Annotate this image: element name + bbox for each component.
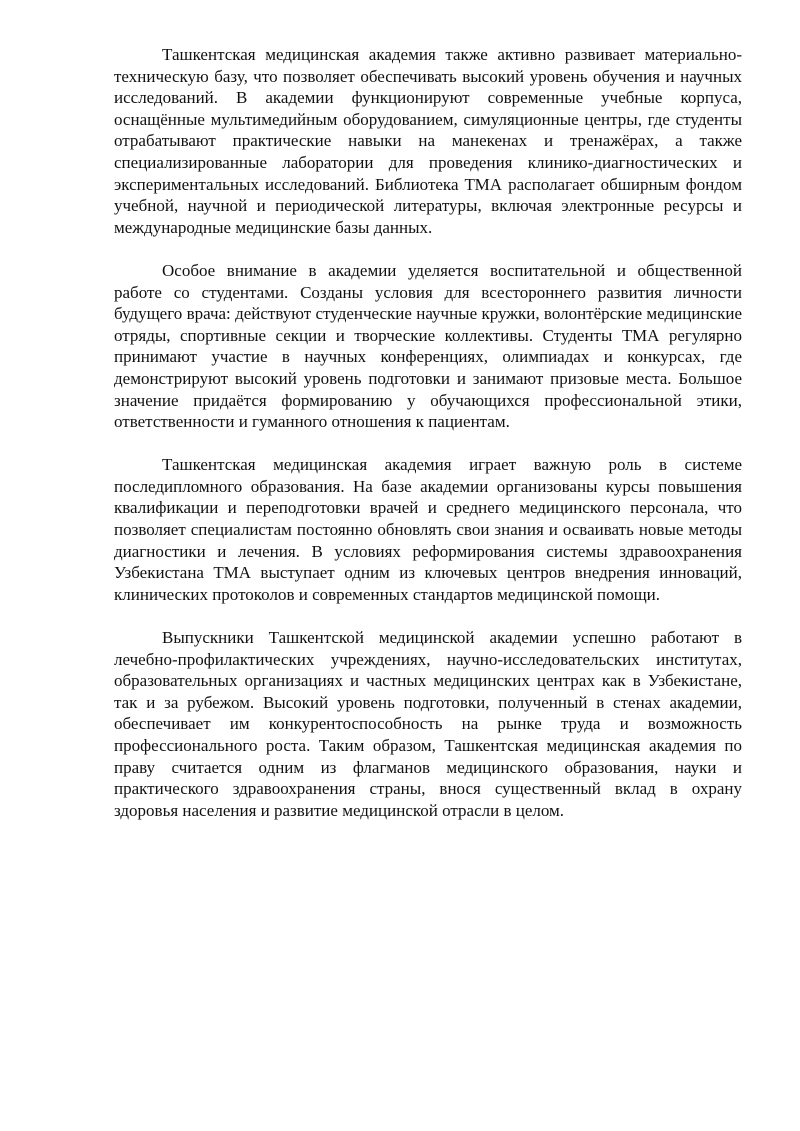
paragraph-material-base: Ташкентская медицинская академия также активно развивает материально-техническую базу, что позволяет обеспечивать высокий уровень обучения и научных исследований. В академии функционируют современные учебные корпуса, оснащённые мультимедийным оборудованием, симуляционные центры, где студенты отрабатывают практические навыки на манекенах и тренажёрах, а также специализированные лаборатории для проведения клинико-диагностических и экспериментальных исследований. Библиотека ТМА располагает обширным фондом учебной, научной и периодической литературы, включая электронные ресурсы и международные медицинские базы данных. [114,45,742,237]
paragraph-postgraduate-education: Ташкентская медицинская академия играет важную роль в системе последипломного образования. На базе академии организованы курсы повышения квалификации и переподготовки врачей и среднего медицинского персонала, что позволяет специалистам постоянно обновлять свои знания и осваивать новые методы диагностики и лечения. В условиях реформирования системы здравоохранения Узбекистана ТМА выступает одним из ключевых центров внедрения инноваций, клинических протоколов и современных стандартов медицинской помощи. [114,455,742,604]
document-page [114,44,742,843]
paragraph-graduates: Выпускники Ташкентской медицинской академии успешно работают в лечебно-профилактических учреждениях, научно-исследовательских институтах, образовательных организациях и частных медицинских центрах как в Узбекистане, так и за рубежом. Высокий уровень подготовки, полученный в стенах академии, обеспечивает им конкурентоспособность на рынке труда и возможность профессионального роста. Таким образом, Ташкентская медицинская академия по праву считается одним из флагманов медицинского образования, науки и практического здравоохранения страны, внося существенный вклад в охрану здоровья населения и развитие медицинской отрасли в целом. [114,628,742,820]
paragraph-educational-work: Особое внимание в академии уделяется воспитательной и общественной работе со студентами. Созданы условия для всестороннего развития личности будущего врача: действуют студенческие научные кружки, волонтёрские медицинские отряды, спортивные секции и творческие коллективы. Студенты ТМА регулярно принимают участие в научных конференциях, олимпиадах и конкурсах, где демонстрируют высокий уровень подготовки и занимают призовые места. Большое значение придаётся формированию у обучающихся профессиональной этики, ответственности и гуманного отношения к пациентам. [114,260,742,432]
